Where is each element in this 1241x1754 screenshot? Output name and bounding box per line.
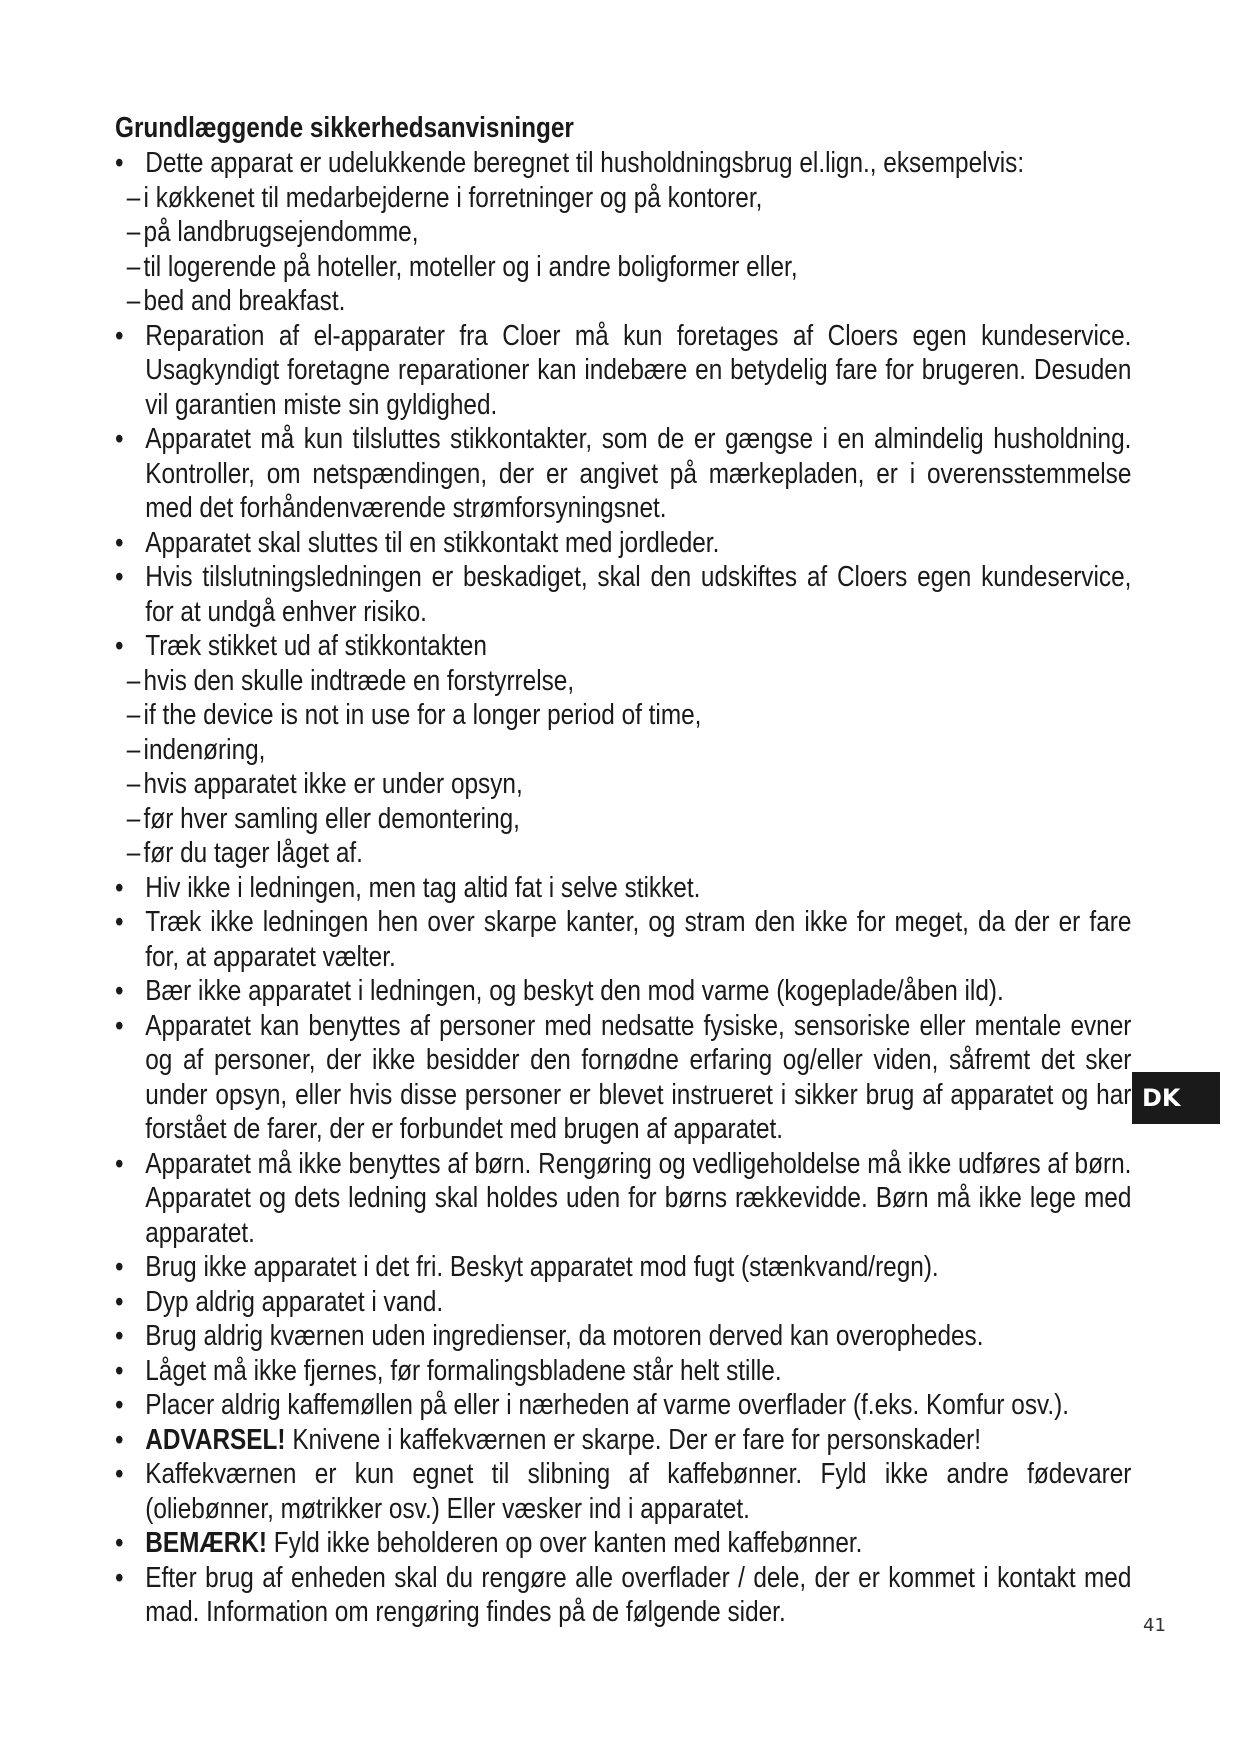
item-text: Placer aldrig kaffemøllen på eller i nærheden af varme overflader (f.eks. Komfur osv.). bbox=[145, 1389, 1070, 1421]
item-text: Apparatet skal sluttes til en stikkontakt med jordleder. bbox=[145, 526, 720, 559]
sub-item: – indenøring, bbox=[127, 733, 1132, 768]
page-number: 41 bbox=[1143, 1615, 1166, 1636]
item-text: Knivene i kaffekværnen er skarpe. Der er fare for personskader! bbox=[285, 1423, 982, 1456]
item-text: Apparatet kan benyttes af personer med nedsatte fysiske, sensoriske eller mentale evner og af personer, der ikke besidder den fornødne erfaring og/eller viden, såfremt det sker under opsyn, eller hvis disse personer er blevet instrueret i sikker brug af apparatet og har forstået de farer, der er forbundet med brugen af apparatet. bbox=[145, 1009, 1132, 1145]
list-item bbox=[115, 1319, 1131, 1354]
sub-item: – i køkkenet til medarbejderne i forretninger og på kontorer, bbox=[127, 181, 1132, 216]
item-text: Dette apparat er udelukkende beregnet til husholdningsbrug el.lign., eksempelvis: bbox=[145, 147, 1025, 179]
sub-item: – if the device is not in use for a longer period of time, bbox=[127, 698, 1132, 733]
sub-item: – hvis apparatet ikke er under opsyn, bbox=[127, 767, 1132, 802]
item-text: Hiv ikke i ledningen, men tag altid fat i selve stikket. bbox=[145, 871, 701, 904]
sub-item: – på landbrugsejendomme, bbox=[127, 215, 1132, 250]
item-text: Apparatet må ikke benyttes af børn. Rengøring og vedligeholdelse må ikke udføres af børn. Apparatet og dets ledning skal holdes uden for børns rækkevidde. Børn må ikke lege med apparatet. bbox=[145, 1147, 1132, 1249]
item-text: Reparation af el-apparater fra Cloer må kun foretages af Cloers egen kundeservice. Usagkyndigt foretagne reparationer kan indebære en betydelig fare for brugeren. Desuden vil garantien miste sin gyldighed. bbox=[145, 319, 1132, 421]
item-text: Træk stikket ud af stikkontakten bbox=[145, 630, 487, 662]
item-text: Kaffekværnen er kun egnet til slibning af kaffebønner. Fyld ikke andre fødevarer (oliebønner, møtrikker osv.) Eller væsker ind i apparatet. bbox=[145, 1458, 1132, 1525]
sub-item: – bed and breakfast. bbox=[127, 284, 1132, 319]
list-item bbox=[115, 1423, 1131, 1458]
safety-instructions-list bbox=[115, 146, 1131, 1630]
list-item bbox=[115, 146, 1131, 319]
sub-item: – hvis den skulle indtræde en forstyrrelse, bbox=[127, 664, 1132, 699]
language-tab: DK bbox=[1132, 1072, 1220, 1124]
list-item bbox=[115, 629, 1131, 871]
item-text: Træk ikke ledningen hen over skarpe kanter, og stram den ikke for meget, da der er fare for, at apparatet vælter. bbox=[145, 906, 1132, 973]
list-item bbox=[115, 871, 1131, 906]
item-text: Brug ikke apparatet i det fri. Beskyt apparatet mod fugt (stænkvand/regn). bbox=[145, 1251, 939, 1283]
item-text: Hvis tilslutningsledningen er beskadiget, skal den udskiftes af Cloers egen kundeservice, for at undgå enhver risiko. bbox=[145, 561, 1132, 628]
list-item bbox=[115, 1388, 1131, 1423]
safety-section bbox=[115, 110, 1132, 1630]
list-item bbox=[115, 319, 1131, 423]
item-text: Brug aldrig kværnen uden ingredienser, da motoren derved kan overophedes. bbox=[145, 1320, 984, 1352]
list-item bbox=[115, 1457, 1131, 1526]
sub-item: – før hver samling eller demontering, bbox=[127, 802, 1132, 837]
notice-label: BEMÆRK! bbox=[145, 1527, 268, 1559]
sub-item: – til logerende på hoteller, moteller og i andre boligformer eller, bbox=[127, 250, 1132, 285]
list-item bbox=[115, 905, 1131, 974]
list-item bbox=[115, 974, 1131, 1009]
list-item bbox=[115, 1561, 1131, 1630]
item-text: Dyp aldrig apparatet i vand. bbox=[145, 1285, 444, 1318]
list-item bbox=[115, 560, 1131, 629]
list-item bbox=[115, 1250, 1131, 1285]
list-item bbox=[115, 1526, 1131, 1561]
item-text: Bær ikke apparatet i ledningen, og beskyt den mod varme (kogeplade/åben ild). bbox=[145, 975, 1004, 1007]
item-text: Låget må ikke fjernes, før formalingsbladene står helt stille. bbox=[145, 1354, 782, 1387]
list-item bbox=[115, 1354, 1131, 1389]
list-item bbox=[115, 1009, 1131, 1147]
item-text: Apparatet må kun tilsluttes stikkontakter, som de er gængse i en almindelig husholdning. Kontroller, om netspændingen, der er angivet på mærkepladen, er i overensstemmelse med det forhåndenværende strømforsyningsnet. bbox=[145, 423, 1132, 524]
item-text: Efter brug af enheden skal du rengøre alle overflader / dele, der er kommet i kontakt med mad. Information om rengøring findes på de følgende sider. bbox=[145, 1561, 1132, 1628]
warning-label: ADVARSEL! bbox=[145, 1423, 286, 1456]
list-item bbox=[115, 526, 1131, 561]
list-item bbox=[115, 1285, 1131, 1320]
sub-item: – før du tager låget af. bbox=[127, 836, 1132, 871]
item-text: Fyld ikke beholderen op over kanten med kaffebønner. bbox=[267, 1527, 863, 1559]
list-item bbox=[115, 422, 1131, 526]
section-heading: Grundlæggende sikkerhedsanvisninger bbox=[115, 112, 574, 144]
list-item bbox=[115, 1147, 1131, 1251]
